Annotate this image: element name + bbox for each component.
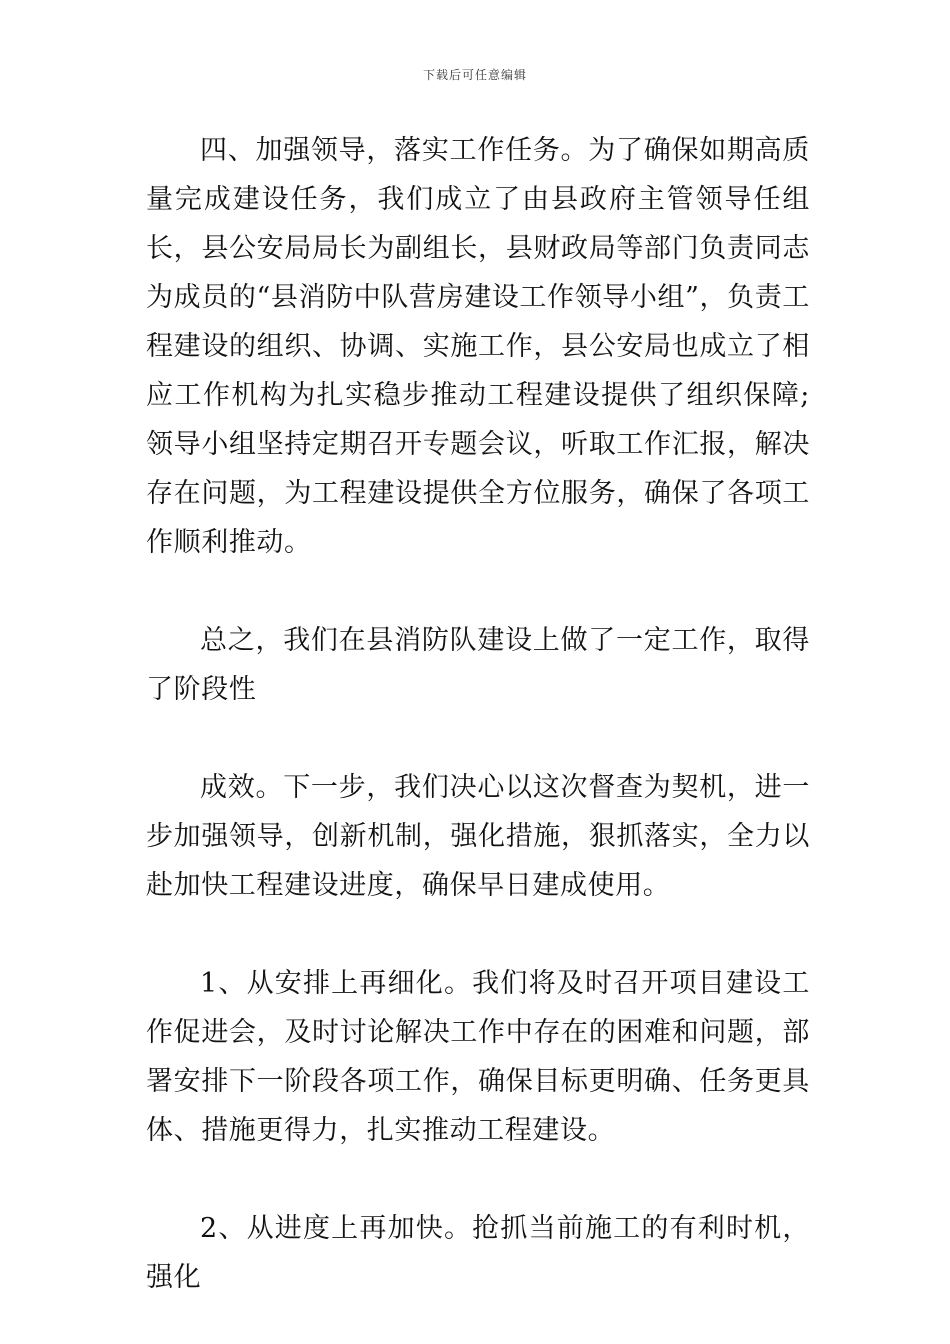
document-body xyxy=(146,126,810,1302)
paragraph-summary: 总之，我们在县消防队建设上做了一定工作，取得了阶段性 xyxy=(146,625,810,705)
paragraph-next-steps: 成效。下一步，我们决心以这次督查为契机，进一步加强领导，创新机制，强化措施，狠抓落实，全力以赴加快工程建设进度，确保早日建成使用。 xyxy=(146,772,810,901)
page-header-note: 下载后可任意编辑 xyxy=(422,68,527,82)
paragraph-item-2: 2、从进度上再加快。抢抓当前施工的有利时机，强化 xyxy=(146,1213,810,1293)
paragraph-item-1: 1、从安排上再细化。我们将及时召开项目建设工作促进会，及时讨论解决工作中存在的困难和问题，部署安排下一阶段各项工作，确保目标更明确、任务更具体、措施更得力，扎实推动工程建设。 xyxy=(146,968,810,1146)
paragraph-leadership: 四、加强领导，落实工作任务。为了确保如期高质量完成建设任务，我们成立了由县政府主管领导任组长，县公安局局长为副组长，县财政局等部门负责同志为成员的“县消防中队营房建设工作领导小组”，负责工程建设的组织、协调、实施工作，县公安局也成立了相应工作机构为扎实稳步推动工程建设提供了组织保障;领导小组坚持定期召开专题会议，听取工作汇报，解决存在问题，为工程建设提供全方位服务，确保了各项工作顺利推动。 xyxy=(146,135,810,558)
